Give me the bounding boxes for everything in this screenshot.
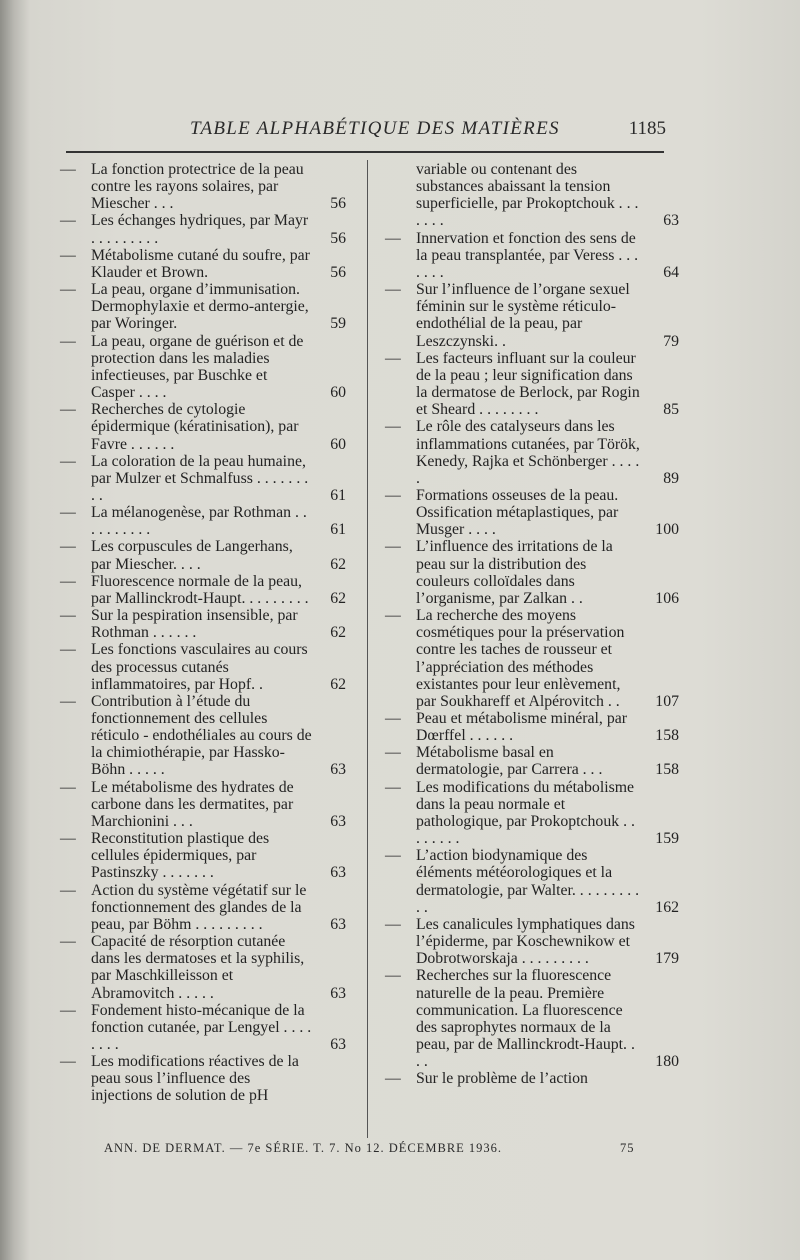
- index-entry: [385, 915, 679, 968]
- entry-page: 63: [330, 915, 346, 933]
- index-entry: [385, 967, 679, 1071]
- index-entry: [385, 281, 679, 350]
- entry-text: variable ou contenant des substances abaissant la tension superficielle, par Prokoptchouk . . . . . . .: [416, 161, 639, 230]
- entry-dash: —: [60, 332, 76, 350]
- entry-text: Recherches sur la fluorescence naturelle de la peau. Première communication. La fluorescence des saprophytes normaux de la peau, par de Mallinckrodt-Haupt. . . .: [416, 967, 635, 1071]
- entry-text: Contribution à l’étude du fonctionnement des cellules réticulo - endothéliales au cours de la chimiothérapie, par Hassko-Böhn . . . . .: [91, 692, 312, 779]
- entry-text: Les canalicules lymphatiques dans l’épiderme, par Koschewnikow et Dobrotworskaja . . . . . . . . .: [416, 915, 635, 968]
- entry-text: Fluorescence normale de la peau, par Mallinckrodt-Haupt. . . . . . . . .: [91, 572, 309, 607]
- entry-text: Les facteurs influant sur la couleur de la peau ; leur signification dans la dermatose de Berlock, par Rogin et Sheard . . . . . . . .: [416, 349, 640, 419]
- entry-text: L’influence des irritations de la peau sur la distribution des couleurs colloïdales dans l’organisme, par Zalkan . .: [416, 538, 613, 607]
- index-entry: [60, 573, 348, 607]
- entry-text: Fondement histo-mécanique de la fonction cutanée, par Lengyel . . . . . . . .: [91, 1001, 312, 1053]
- index-entry: [60, 830, 348, 881]
- entry-page: 56: [330, 229, 346, 247]
- index-entry: [60, 161, 348, 212]
- entry-text: Les modifications réactives de la peau sous l’influence des injections de solution de pH: [91, 1053, 299, 1105]
- index-entry: [385, 538, 679, 607]
- entry-page: 62: [330, 675, 346, 693]
- entry-text: La peau, organe d’immunisation. Dermophylaxie et dermo-antergie, par Woringer.: [91, 281, 309, 333]
- index-entry: [60, 1053, 348, 1104]
- entry-dash: —: [60, 281, 76, 299]
- page-footer: [104, 1141, 644, 1156]
- entry-page: 62: [330, 555, 346, 573]
- entry-dash: —: [60, 778, 76, 796]
- entry-page: 62: [330, 589, 346, 607]
- entry-page: 64: [663, 263, 679, 281]
- entry-text: Capacité de résorption cutanée dans les dermatoses et la syphilis, par Maschkilleisson et Abramovitch . . . . .: [91, 933, 305, 1002]
- entry-dash: —: [385, 229, 401, 247]
- entry-text: La recherche des moyens cosmétiques pour la préservation contre les taches de rousseur et l’appréciation des méthodes existantes pour leur enlèvement, par Soukhareff et Alpérovitch . .: [416, 607, 625, 710]
- entry-dash: —: [60, 607, 76, 625]
- entry-text: La peau, organe de guérison et de protection dans les maladies infectieuses, par Buschke et Casper . . . .: [91, 332, 304, 402]
- index-entry: [385, 778, 679, 848]
- entry-page: 56: [330, 263, 346, 281]
- entry-dash: —: [60, 881, 76, 899]
- entry-dash: —: [60, 692, 76, 710]
- index-entry: [385, 349, 679, 419]
- index-entry: [385, 847, 679, 916]
- index-entry: [385, 486, 679, 539]
- entry-text: Formations osseuses de la peau. Ossification métaplastiques, par Musger . . . .: [416, 486, 619, 539]
- entry-page: 61: [330, 486, 346, 504]
- entry-text: Action du système végétatif sur le fonctionnement des glandes de la peau, par Böhm . . . . . . . . .: [91, 881, 307, 933]
- index-entry-continued: [385, 161, 679, 230]
- entry-dash: —: [60, 246, 76, 264]
- entry-text: L’action biodynamique des éléments météorologiques et la dermatologie, par Walter. . . . . . . . . . .: [416, 847, 640, 916]
- index-entry: [60, 1002, 348, 1053]
- index-entry: [385, 418, 679, 487]
- entry-dash: —: [385, 778, 401, 796]
- entry-dash: —: [60, 1001, 76, 1019]
- entry-dash: —: [60, 641, 76, 659]
- entry-dash: —: [385, 486, 401, 504]
- entry-text: Les échanges hydriques, par Mayr . . . . . . . . .: [91, 212, 309, 247]
- index-entry: [60, 779, 348, 830]
- entry-text: Sur l’influence de l’organe sexuel féminin sur le système réticulo-endothélial de la peau, par Leszczynski. .: [416, 281, 630, 350]
- entry-dash: —: [385, 710, 401, 727]
- header-rule: [66, 151, 664, 153]
- entry-text: Le métabolisme des hydrates de carbone dans les dermatites, par Marchionini . . .: [91, 778, 294, 830]
- entry-dash: —: [385, 281, 401, 299]
- index-entry: [60, 281, 348, 332]
- entry-dash: —: [385, 349, 401, 367]
- entry-page: 100: [655, 521, 679, 539]
- column-divider: [367, 160, 368, 1138]
- index-entry: [60, 212, 348, 246]
- entry-text: Le rôle des catalyseurs dans les inflammations cutanées, par Török, Kenedy, Rajka et Schönberger . . . . .: [416, 418, 640, 487]
- entry-dash: —: [60, 933, 76, 951]
- entry-dash: —: [385, 538, 401, 556]
- left-column: [60, 161, 348, 1105]
- entry-page: 158: [655, 761, 679, 779]
- entry-dash: —: [385, 847, 401, 865]
- entry-page: 60: [330, 384, 346, 402]
- entry-text: Innervation et fonction des sens de la peau transplantée, par Veress . . . . . . .: [416, 229, 639, 281]
- entry-text: Reconstitution plastique des cellules épidermiques, par Pastinszky . . . . . . .: [91, 830, 270, 882]
- index-entry: [60, 333, 348, 402]
- entry-dash: —: [60, 504, 76, 522]
- entry-dash: —: [60, 212, 76, 230]
- index-entry: [385, 229, 679, 281]
- entry-page: 62: [330, 624, 346, 642]
- entry-text: Métabolisme cutané du soufre, par Klauder et Brown.: [91, 246, 310, 281]
- entry-dash: —: [385, 967, 401, 985]
- page-header: [60, 118, 680, 148]
- entry-page: 63: [330, 1035, 346, 1053]
- entry-page: 158: [655, 727, 679, 745]
- entry-dash: —: [385, 744, 401, 762]
- entry-page: 63: [663, 212, 679, 230]
- entry-page: 56: [330, 195, 346, 213]
- index-entry: [60, 882, 348, 933]
- entry-page: 85: [663, 401, 679, 419]
- entry-page: 63: [330, 812, 346, 830]
- signature-mark: 75: [620, 1141, 635, 1155]
- right-column: [385, 161, 679, 1088]
- index-entry: [60, 504, 348, 538]
- index-entry: [60, 693, 348, 779]
- entry-page: 107: [655, 692, 679, 710]
- entry-text: Recherches de cytologie épidermique (kératinisation), par Favre . . . . . .: [91, 401, 299, 453]
- entry-dash: —: [385, 607, 401, 625]
- entry-text: La coloration de la peau humaine, par Mulzer et Schmalfuss . . . . . . . . .: [91, 452, 309, 504]
- entry-page: 59: [330, 315, 346, 333]
- entry-text: Métabolisme basal en dermatologie, par Carrera . . .: [416, 744, 603, 779]
- entry-dash: —: [385, 915, 401, 933]
- index-entry: [60, 607, 348, 641]
- entry-dash: —: [385, 418, 401, 436]
- entry-text: Les corpuscules de Langerhans, par Miescher. . . .: [91, 538, 293, 573]
- running-title: TABLE ALPHABÉTIQUE DES MATIÈRES: [190, 118, 560, 139]
- index-entry: [60, 453, 348, 504]
- entry-page: 180: [655, 1053, 679, 1071]
- entry-dash: —: [60, 161, 76, 178]
- entry-text: La mélanogenèse, par Rothman . . . . . . . . . .: [91, 504, 307, 539]
- entry-text: Les modifications du métabolisme dans la peau normale et pathologique, par Prokoptchouk . . . . . . . .: [416, 778, 635, 848]
- entry-page: 63: [330, 984, 346, 1002]
- index-entry: [60, 538, 348, 572]
- index-entry: [385, 1070, 665, 1087]
- entry-page: 79: [663, 332, 679, 350]
- index-entry: [60, 247, 348, 281]
- index-entry: [60, 933, 348, 1002]
- entry-dash: —: [60, 830, 76, 848]
- entry-dash: —: [60, 1053, 76, 1071]
- entry-text: La fonction protectrice de la peau contre les rayons solaires, par Miescher . . .: [91, 161, 304, 213]
- entry-dash: —: [60, 452, 76, 470]
- page-number: 1185: [628, 118, 666, 139]
- index-entry: [385, 710, 679, 745]
- entry-page: 159: [655, 830, 679, 848]
- entry-text: Sur le problème de l’action: [416, 1070, 588, 1088]
- entry-page: 179: [655, 950, 679, 968]
- entry-text: Sur la pespiration insensible, par Rothman . . . . . .: [91, 607, 298, 642]
- entry-dash: —: [60, 401, 76, 419]
- entry-page: 63: [330, 864, 346, 882]
- entry-text: Peau et métabolisme minéral, par Dœrffel . . . . . .: [416, 710, 627, 745]
- entry-dash: —: [60, 538, 76, 556]
- entry-page: 60: [330, 435, 346, 453]
- entry-text: Les fonctions vasculaires au cours des processus cutanés inflammatoires, par Hopf. .: [91, 641, 308, 693]
- entry-page: 63: [330, 761, 346, 779]
- entry-dash: —: [385, 1070, 401, 1088]
- entry-page: 162: [655, 898, 679, 916]
- entry-page: 61: [330, 521, 346, 539]
- entry-page: 89: [663, 469, 679, 487]
- index-entry: [60, 641, 348, 692]
- entry-dash: —: [60, 572, 76, 590]
- index-entry: [385, 744, 679, 779]
- index-entry: [385, 607, 679, 710]
- entry-page: 106: [655, 589, 679, 607]
- journal-reference: ANN. DE DERMAT. — 7e SÉRIE. T. 7. No 12. DÉCEMBRE 1936.: [104, 1141, 503, 1155]
- index-entry: [60, 401, 348, 452]
